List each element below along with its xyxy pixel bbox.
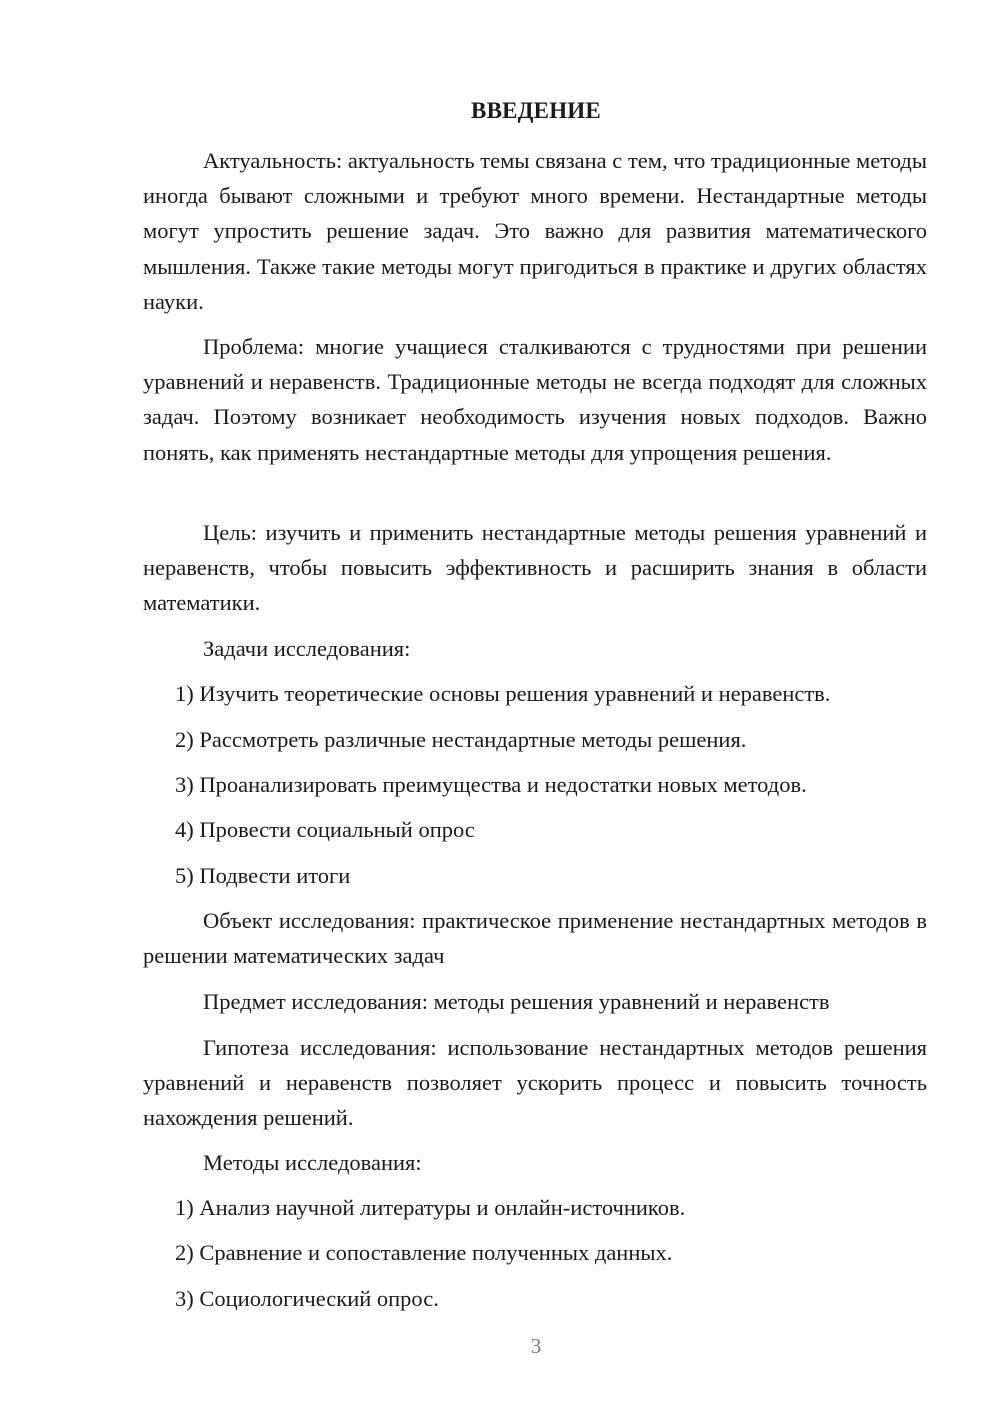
- methods-label: Методы исследования:: [203, 1150, 422, 1175]
- hypothesis-paragraph: Гипотеза исследования: использование нестандартных методов решения уравнений и неравенств позволяет ускорить процесс и повысить точность нахождения решений.: [143, 1035, 927, 1131]
- method-item: 3) Социологический опрос.: [175, 1286, 439, 1311]
- task-item: 2) Рассмотреть различные нестандартные методы решения.: [175, 727, 747, 752]
- task-item: 1) Изучить теоретические основы решения уравнений и неравенств.: [175, 681, 831, 706]
- relevance-paragraph: Актуальность: актуальность темы связана с тем, что традиционные методы иногда бывают сложными и требуют много времени. Нестандартные методы могут упростить решение задач. Это важно для развития математического мышления. Также такие методы могут пригодиться в практике и других областях науки.: [143, 148, 927, 314]
- page-number: 3: [530, 1334, 542, 1358]
- task-item: 4) Провести социальный опрос: [175, 817, 475, 842]
- goal-paragraph: Цель: изучить и применить нестандартные методы решения уравнений и неравенств, чтобы повысить эффективность и расширить знания в области математики.: [143, 520, 927, 616]
- method-item: 1) Анализ научной литературы и онлайн-источников.: [175, 1195, 686, 1220]
- method-item: 2) Сравнение и сопоставление полученных данных.: [175, 1240, 673, 1265]
- tasks-label: Задачи исследования:: [203, 636, 411, 661]
- task-item: 3) Проанализировать преимущества и недостатки новых методов.: [175, 772, 807, 797]
- section-title: ВВЕДЕНИЕ: [471, 98, 601, 123]
- problem-paragraph: Проблема: многие учащиеся сталкиваются с трудностями при решении уравнений и неравенств. Традиционные методы не всегда подходят для сложных задач. Поэтому возникает необходимость изучения новых подходов. Важно понять, как применять нестандартные методы для упрощения решения.: [143, 334, 927, 465]
- object-paragraph: Объект исследования: практическое применение нестандартных методов в решении математических задач: [143, 908, 927, 969]
- task-item: 5) Подвести итоги: [175, 863, 351, 888]
- subject-paragraph: Предмет исследования: методы решения уравнений и неравенств: [203, 989, 830, 1014]
